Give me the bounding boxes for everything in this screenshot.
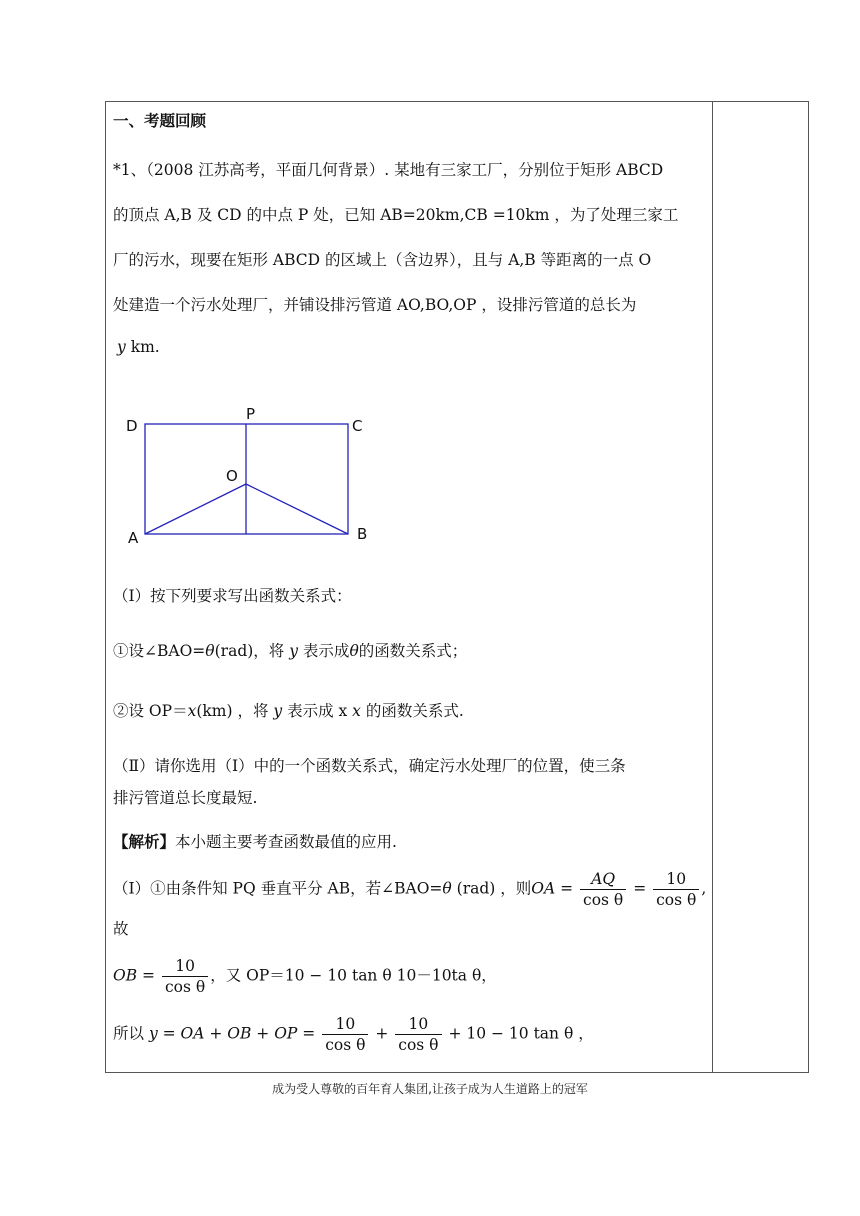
s2-eq: =	[137, 966, 160, 985]
q2-text-a: ②设 OP＝	[113, 702, 188, 720]
s3-tail: + 10 − 10 tan θ ，	[443, 1024, 594, 1043]
var-y: y	[117, 338, 126, 356]
solution-label: 【解析】	[113, 833, 176, 851]
label-a: A	[128, 529, 139, 547]
label-p: P	[246, 405, 256, 423]
s1-theta: θ	[442, 879, 452, 898]
part1-q2	[113, 699, 464, 721]
frac-den: cos θ	[583, 891, 624, 909]
frac-den: cos θ	[398, 1036, 439, 1054]
rectangle-diagram	[120, 403, 380, 553]
q1-text-d: 的函数关系式；	[358, 642, 468, 660]
frac-den: cos θ	[325, 1036, 366, 1054]
q1-theta-2: θ	[349, 642, 359, 660]
solution-step-2	[113, 956, 497, 997]
solution-gu: 故	[113, 920, 129, 938]
s1-text: （Ⅰ）①由条件知 PQ 垂直平分 AB，若∠BAO=	[113, 879, 443, 898]
s3-prefix: 所以	[113, 1024, 149, 1043]
s1-end: ,	[701, 879, 707, 898]
problem-line-5	[117, 338, 160, 356]
q2-text-c: 表示成 x	[282, 702, 353, 720]
s1-eq-2: =	[628, 879, 652, 898]
s1-oa: OA	[531, 879, 556, 898]
page-footer: 成为受人尊敬的百年育人集团,让孩子成为人生道路上的冠军	[272, 1082, 588, 1096]
frac-num: AQ	[580, 869, 626, 890]
s1-text-b: (rad) ，则	[451, 879, 532, 898]
section-heading: 一、考题回顾	[113, 112, 207, 130]
q2-text-b: (km) ，将	[196, 702, 274, 720]
fraction-s3-2	[395, 1014, 441, 1055]
label-d: D	[126, 417, 138, 435]
solution-intro	[113, 830, 397, 852]
q1-text-a: ①设∠BAO=	[113, 642, 206, 660]
s2-rest: ，又 OP＝10 − 10 tan θ 10－10ta θ，	[210, 966, 497, 985]
frac-num: 10	[653, 869, 699, 890]
frac-den: cos θ	[164, 978, 206, 996]
part1-q1	[113, 639, 467, 661]
problem-line-3: 厂的污水，现要在矩形 ABCD 的区域上（含边界），且与 A,B 等距离的一点 O	[113, 251, 652, 269]
q2-x-2: x	[352, 702, 361, 720]
problem-line-4: 处建造一个污水处理厂，并铺设排污管道 AO,BO,OP ，设排污管道的总长为	[113, 296, 637, 314]
q1-y: y	[289, 642, 298, 660]
q2-y: y	[273, 702, 283, 720]
column-divider	[712, 101, 713, 1073]
solution-step-3	[113, 1014, 594, 1055]
s1-eq: =	[555, 879, 579, 898]
solution-step-1	[113, 869, 706, 910]
q1-text-b: (rad)，将	[214, 642, 290, 660]
fraction-ob	[162, 956, 208, 997]
frac-den: cos θ	[656, 891, 697, 909]
label-b: B	[357, 525, 368, 543]
q2-text-d: 的函数关系式.	[360, 702, 464, 720]
line-bo	[246, 484, 348, 534]
q2-x: x	[187, 702, 197, 720]
problem-line-2: 的顶点 A,B 及 CD 的中点 P 处，已知 AB=20km,CB =10km ，为了处理三家工	[113, 206, 679, 224]
problem-line-1: *1、（2008 江苏高考，平面几何背景）. 某地有三家工厂，分别位于矩形 ABCD	[113, 161, 664, 179]
solution-intro-text: 本小题主要考查函数最值的应用.	[175, 833, 397, 851]
s2-ob: OB	[113, 966, 138, 985]
part2-line-1: （Ⅱ）请你选用（Ⅰ）中的一个函数关系式，确定污水处理厂的位置，使三条	[113, 757, 626, 775]
label-o: O	[226, 467, 238, 485]
q1-theta: θ	[205, 642, 215, 660]
frac-num: 10	[395, 1014, 441, 1035]
s3-plus: +	[370, 1024, 394, 1043]
fraction-10-cos	[653, 869, 699, 910]
q1-text-c: 表示成	[298, 642, 350, 660]
line-ao	[145, 484, 246, 534]
s3-expr: y = OA + OB + OP =	[148, 1024, 321, 1043]
part2-line-2: 排污管道总长度最短.	[113, 789, 258, 807]
label-c: C	[352, 417, 363, 435]
part1-title: （Ⅰ）按下列要求写出函数关系式：	[113, 587, 352, 605]
frac-num: 10	[162, 956, 208, 977]
fraction-aq-cos	[580, 869, 626, 910]
unit-km: km.	[125, 338, 160, 356]
fraction-s3-1	[322, 1014, 368, 1055]
frac-num: 10	[322, 1014, 368, 1035]
